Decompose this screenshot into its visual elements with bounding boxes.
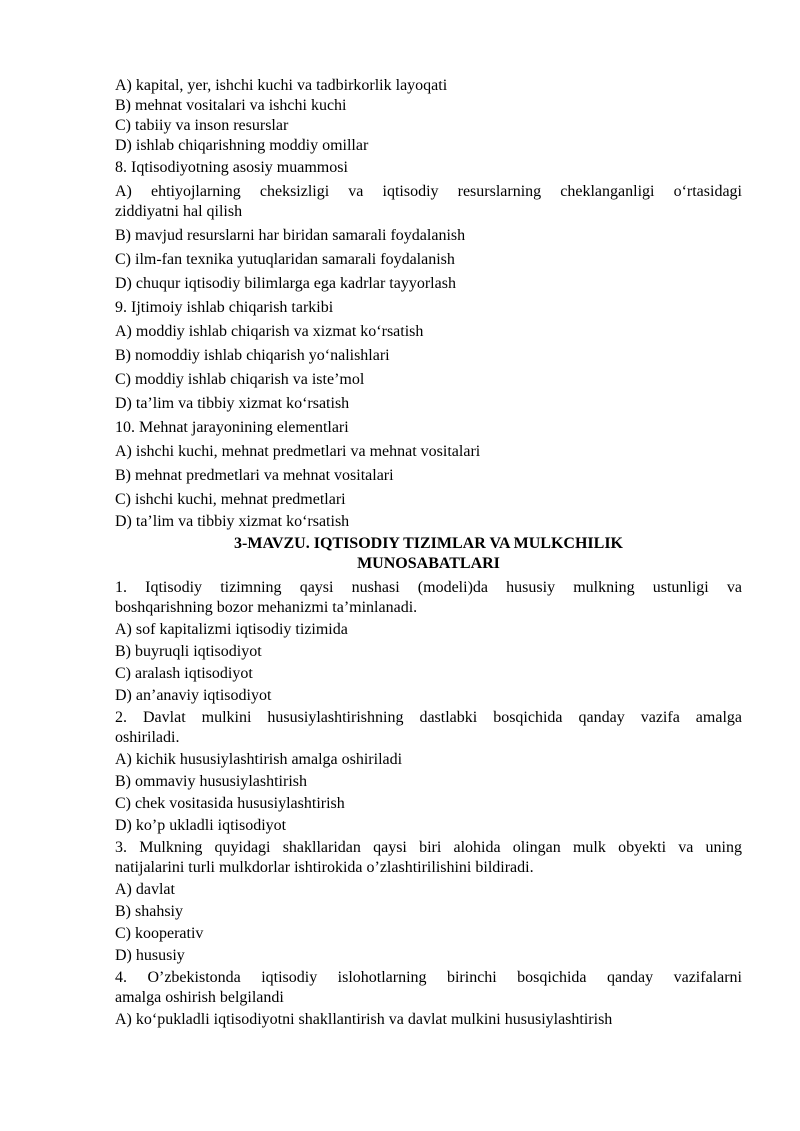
s3q3-question-line2: natijalarini turli mulkdorlar ishtirokida o’zlashtirilishini bildiradi. xyxy=(115,859,534,876)
q8-option-a-line2: ziddiyatni hal qilish xyxy=(115,203,243,220)
s3q2-option-b: B) ommaviy hususiylashtirish xyxy=(115,773,307,790)
s3q4-option-a: A) ko‘pukladli iqtisodiyotni shakllantirish va davlat mulkini hususiylashtirish xyxy=(115,1011,613,1028)
s3q1-option-c: C) aralash iqtisodiyot xyxy=(115,665,253,682)
s3q3-option-c: C) kooperativ xyxy=(115,925,204,942)
s3q3-question-line1: 3. Mulkning quyidagi shakllaridan qaysi biri alohida olingan mulk obyekti va uning xyxy=(115,839,742,856)
document-page xyxy=(115,76,742,1030)
s3q2-question-line1: 2. Davlat mulkini hususiylashtirishning dastlabki bosqichida qanday vazifa amalga xyxy=(115,709,742,726)
s3q1-option-b: B) buyruqli iqtisodiyot xyxy=(115,643,262,660)
s3q3-option-a: A) davlat xyxy=(115,881,175,898)
s3q2-option-c: C) chek vositasida hususiylashtirish xyxy=(115,795,345,812)
s3q2-option-a: A) kichik hususiylashtirish amalga oshiriladi xyxy=(115,751,403,768)
s3q4-question-line2: amalga oshirish belgilandi xyxy=(115,989,284,1006)
s3q1-option-d: D) an’anaviy iqtisodiyot xyxy=(115,687,272,704)
q8-option-b: B) mavjud resurslarni har biridan samarali foydalanish xyxy=(115,227,466,244)
q10-option-b: B) mehnat predmetlari va mehnat vositalari xyxy=(115,467,394,484)
s3q1-option-a: A) sof kapitalizmi iqtisodiy tizimida xyxy=(115,621,348,638)
section-title-line1: 3-MAVZU. IQTISODIY TIZIMLAR VA MULKCHILIK xyxy=(234,535,623,552)
s3q3-option-b: B) shahsiy xyxy=(115,903,183,920)
q8-option-c: C) ilm-fan texnika yutuqlaridan samarali foydalanish xyxy=(115,251,455,268)
q9-option-d: D) ta’lim va tibbiy xizmat ko‘rsatish xyxy=(115,395,350,412)
q7-option-c: C) tabiiy va inson resurslar xyxy=(115,117,289,134)
q9-option-c: C) moddiy ishlab chiqarish va iste’mol xyxy=(115,371,365,388)
q7-option-d: D) ishlab chiqarishning moddiy omillar xyxy=(115,137,369,154)
s3q2-option-d: D) ko’p ukladli iqtisodiyot xyxy=(115,817,287,834)
q10-option-d: D) ta’lim va tibbiy xizmat ko‘rsatish xyxy=(115,513,350,530)
s3q2-question-line2: oshiriladi. xyxy=(115,729,180,746)
q7-option-a: A) kapital, yer, ishchi kuchi va tadbirkorlik layoqati xyxy=(115,77,448,94)
section-title-line2: MUNOSABATLARI xyxy=(357,555,500,572)
q10-option-a: A) ishchi kuchi, mehnat predmetlari va mehnat vositalari xyxy=(115,443,481,460)
q8-question: 8. Iqtisodiyotning asosiy muammosi xyxy=(115,159,348,176)
s3q1-question-line1: 1. Iqtisodiy tizimning qaysi nushasi (modeli)da hususiy mulkning ustunligi va xyxy=(115,579,742,596)
q8-option-d: D) chuqur iqtisodiy bilimlarga ega kadrlar tayyorlash xyxy=(115,275,456,292)
q10-question: 10. Mehnat jarayonining elementlari xyxy=(115,419,349,436)
q10-option-c: C) ishchi kuchi, mehnat predmetlari xyxy=(115,491,346,508)
s3q1-question-line2: boshqarishning bozor mehanizmi ta’minlanadi. xyxy=(115,599,418,616)
q9-question: 9. Ijtimoiy ishlab chiqarish tarkibi xyxy=(115,299,334,316)
q9-option-b: B) nomoddiy ishlab chiqarish yo‘nalishlari xyxy=(115,347,390,364)
q9-option-a: A) moddiy ishlab chiqarish va xizmat ko‘rsatish xyxy=(115,323,424,340)
q7-option-b: B) mehnat vositalari va ishchi kuchi xyxy=(115,97,347,114)
q8-option-a-line1: A) ehtiyojlarning cheksizligi va iqtisodiy resurslarning cheklanganligi o‘rtasidagi xyxy=(115,183,742,200)
s3q3-option-d: D) hususiy xyxy=(115,947,185,964)
s3q4-question-line1: 4. O’zbekistonda iqtisodiy islohotlarning birinchi bosqichida qanday vazifalarni xyxy=(115,969,742,986)
